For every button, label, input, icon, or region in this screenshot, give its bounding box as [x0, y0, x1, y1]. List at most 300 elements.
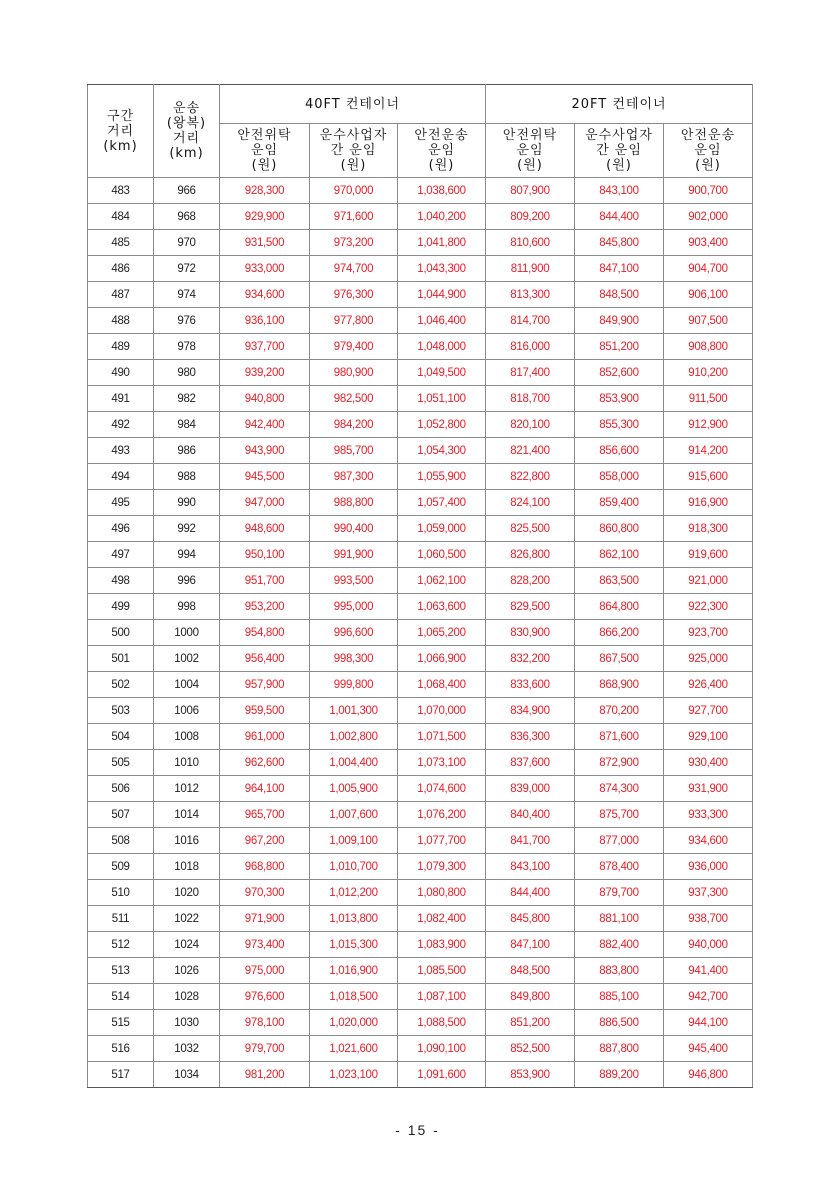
header-20ft-safety-transport	[664, 124, 753, 178]
cell-20ft-safety-consign: 834,900	[486, 698, 575, 724]
cell-20ft-safety-consign: 847,100	[486, 932, 575, 958]
cell-20ft-carrier-rate: 887,800	[575, 1036, 664, 1062]
cell-40ft-carrier-rate: 1,002,800	[310, 724, 398, 750]
cell-20ft-safety-transport: 918,300	[664, 516, 753, 542]
cell-20ft-safety-transport: 916,900	[664, 490, 753, 516]
cell-40ft-safety-consign: 962,600	[220, 750, 310, 776]
cell-40ft-safety-consign: 956,400	[220, 646, 310, 672]
table-row	[88, 906, 753, 932]
cell-section-km: 503	[88, 698, 154, 724]
table-row	[88, 932, 753, 958]
table-row	[88, 776, 753, 802]
header-transport-distance	[154, 85, 220, 178]
cell-20ft-safety-transport: 934,600	[664, 828, 753, 854]
table-row	[88, 1010, 753, 1036]
cell-section-km: 492	[88, 412, 154, 438]
cell-20ft-safety-transport: 921,000	[664, 568, 753, 594]
cell-40ft-safety-transport: 1,065,200	[398, 620, 486, 646]
cell-40ft-safety-transport: 1,088,500	[398, 1010, 486, 1036]
cell-40ft-carrier-rate: 1,015,300	[310, 932, 398, 958]
cell-20ft-carrier-rate: 864,800	[575, 594, 664, 620]
header-text: 운임	[250, 143, 279, 158]
cell-40ft-safety-consign: 951,700	[220, 568, 310, 594]
cell-40ft-safety-consign: 978,100	[220, 1010, 310, 1036]
cell-section-km: 506	[88, 776, 154, 802]
cell-section-km: 502	[88, 672, 154, 698]
page-number: - 15 -	[395, 1122, 440, 1138]
cell-transport-km: 972	[154, 256, 220, 282]
header-text: 거리	[172, 131, 201, 146]
cell-transport-km: 1006	[154, 698, 220, 724]
cell-20ft-carrier-rate: 886,500	[575, 1010, 664, 1036]
cell-20ft-carrier-rate: 847,100	[575, 256, 664, 282]
cell-20ft-safety-consign: 817,400	[486, 360, 575, 386]
cell-40ft-safety-consign: 950,100	[220, 542, 310, 568]
cell-40ft-carrier-rate: 974,700	[310, 256, 398, 282]
cell-transport-km: 1008	[154, 724, 220, 750]
cell-transport-km: 1012	[154, 776, 220, 802]
cell-transport-km: 980	[154, 360, 220, 386]
cell-20ft-safety-transport: 903,400	[664, 230, 753, 256]
cell-20ft-safety-consign: 844,400	[486, 880, 575, 906]
header-text: 운수사업자	[319, 128, 388, 143]
cell-40ft-carrier-rate: 995,000	[310, 594, 398, 620]
cell-transport-km: 1022	[154, 906, 220, 932]
cell-40ft-safety-consign: 971,900	[220, 906, 310, 932]
cell-40ft-safety-consign: 973,400	[220, 932, 310, 958]
cell-40ft-carrier-rate: 999,800	[310, 672, 398, 698]
cell-40ft-safety-transport: 1,071,500	[398, 724, 486, 750]
cell-section-km: 513	[88, 958, 154, 984]
cell-20ft-safety-transport: 931,900	[664, 776, 753, 802]
table-row	[88, 490, 753, 516]
cell-transport-km: 974	[154, 282, 220, 308]
cell-section-km: 487	[88, 282, 154, 308]
cell-20ft-safety-transport: 944,100	[664, 1010, 753, 1036]
cell-section-km: 517	[88, 1062, 154, 1088]
table-row	[88, 698, 753, 724]
header-text: (왕복)	[166, 116, 207, 131]
cell-20ft-carrier-rate: 863,500	[575, 568, 664, 594]
cell-section-km: 500	[88, 620, 154, 646]
table-row	[88, 984, 753, 1010]
header-text: (원)	[251, 158, 278, 173]
cell-20ft-carrier-rate: 883,800	[575, 958, 664, 984]
cell-section-km: 510	[88, 880, 154, 906]
header-group-20ft: 20FT 컨테이너	[486, 85, 753, 124]
cell-40ft-carrier-rate: 979,400	[310, 334, 398, 360]
cell-20ft-safety-transport: 946,800	[664, 1062, 753, 1088]
header-text: 간 운임	[330, 143, 377, 158]
cell-transport-km: 968	[154, 204, 220, 230]
cell-transport-km: 1020	[154, 880, 220, 906]
cell-transport-km: 992	[154, 516, 220, 542]
cell-40ft-safety-transport: 1,051,100	[398, 386, 486, 412]
cell-40ft-safety-consign: 961,000	[220, 724, 310, 750]
cell-40ft-safety-transport: 1,043,300	[398, 256, 486, 282]
cell-40ft-safety-consign: 943,900	[220, 438, 310, 464]
cell-transport-km: 1018	[154, 854, 220, 880]
header-text: 안전위탁	[502, 128, 558, 143]
cell-40ft-carrier-rate: 993,500	[310, 568, 398, 594]
header-text: (원)	[606, 158, 632, 173]
cell-20ft-carrier-rate: 875,700	[575, 802, 664, 828]
cell-40ft-safety-transport: 1,068,400	[398, 672, 486, 698]
cell-transport-km: 986	[154, 438, 220, 464]
cell-20ft-safety-transport: 945,400	[664, 1036, 753, 1062]
cell-20ft-safety-transport: 942,700	[664, 984, 753, 1010]
cell-20ft-safety-consign: 810,600	[486, 230, 575, 256]
header-text: 안전운송	[414, 128, 469, 143]
cell-section-km: 489	[88, 334, 154, 360]
cell-40ft-carrier-rate: 987,300	[310, 464, 398, 490]
cell-20ft-carrier-rate: 853,900	[575, 386, 664, 412]
cell-section-km: 493	[88, 438, 154, 464]
header-text: 거리	[106, 123, 135, 139]
cell-20ft-safety-transport: 919,600	[664, 542, 753, 568]
cell-40ft-safety-transport: 1,083,900	[398, 932, 486, 958]
cell-40ft-safety-consign: 975,000	[220, 958, 310, 984]
cell-transport-km: 1002	[154, 646, 220, 672]
cell-40ft-safety-transport: 1,073,100	[398, 750, 486, 776]
cell-40ft-safety-consign: 934,600	[220, 282, 310, 308]
cell-40ft-safety-transport: 1,044,900	[398, 282, 486, 308]
cell-40ft-carrier-rate: 973,200	[310, 230, 398, 256]
cell-40ft-safety-transport: 1,057,400	[398, 490, 486, 516]
cell-20ft-safety-consign: 830,900	[486, 620, 575, 646]
header-text: (km)	[169, 146, 204, 161]
cell-20ft-carrier-rate: 867,500	[575, 646, 664, 672]
table-row	[88, 256, 753, 282]
cell-20ft-safety-consign: 821,400	[486, 438, 575, 464]
table-row	[88, 594, 753, 620]
table-row	[88, 620, 753, 646]
header-text: (km)	[103, 138, 138, 154]
cell-transport-km: 984	[154, 412, 220, 438]
header-text: (원)	[428, 158, 455, 173]
table-row	[88, 672, 753, 698]
cell-20ft-carrier-rate: 858,000	[575, 464, 664, 490]
header-text: 운임	[427, 143, 456, 158]
cell-20ft-safety-transport: 925,000	[664, 646, 753, 672]
cell-20ft-carrier-rate: 882,400	[575, 932, 664, 958]
cell-20ft-carrier-rate: 848,500	[575, 282, 664, 308]
table-row	[88, 360, 753, 386]
cell-40ft-safety-consign: 970,300	[220, 880, 310, 906]
cell-transport-km: 1014	[154, 802, 220, 828]
cell-40ft-carrier-rate: 988,800	[310, 490, 398, 516]
cell-transport-km: 966	[154, 178, 220, 204]
cell-section-km: 516	[88, 1036, 154, 1062]
cell-20ft-safety-consign: 833,600	[486, 672, 575, 698]
cell-transport-km: 970	[154, 230, 220, 256]
header-40ft-safety-consign	[220, 124, 310, 178]
cell-20ft-safety-consign: 840,400	[486, 802, 575, 828]
cell-transport-km: 990	[154, 490, 220, 516]
cell-transport-km: 1016	[154, 828, 220, 854]
cell-20ft-safety-consign: 825,500	[486, 516, 575, 542]
cell-section-km: 512	[88, 932, 154, 958]
cell-section-km: 498	[88, 568, 154, 594]
cell-20ft-safety-consign: 839,000	[486, 776, 575, 802]
header-20ft-safety-consign	[486, 124, 575, 178]
table-row	[88, 386, 753, 412]
cell-40ft-carrier-rate: 970,000	[310, 178, 398, 204]
cell-transport-km: 1010	[154, 750, 220, 776]
cell-20ft-safety-transport: 900,700	[664, 178, 753, 204]
cell-20ft-safety-consign: 845,800	[486, 906, 575, 932]
cell-40ft-carrier-rate: 1,012,200	[310, 880, 398, 906]
cell-20ft-carrier-rate: 868,900	[575, 672, 664, 698]
cell-20ft-safety-consign: 820,100	[486, 412, 575, 438]
cell-40ft-safety-consign: 947,000	[220, 490, 310, 516]
cell-40ft-safety-consign: 936,100	[220, 308, 310, 334]
cell-40ft-safety-consign: 959,500	[220, 698, 310, 724]
cell-40ft-safety-transport: 1,082,400	[398, 906, 486, 932]
cell-40ft-safety-consign: 981,200	[220, 1062, 310, 1088]
cell-20ft-safety-transport: 923,700	[664, 620, 753, 646]
cell-40ft-safety-transport: 1,055,900	[398, 464, 486, 490]
table-row	[88, 412, 753, 438]
cell-20ft-carrier-rate: 855,300	[575, 412, 664, 438]
cell-20ft-safety-transport: 929,100	[664, 724, 753, 750]
table-row	[88, 802, 753, 828]
cell-40ft-carrier-rate: 1,023,100	[310, 1062, 398, 1088]
cell-40ft-safety-transport: 1,077,700	[398, 828, 486, 854]
cell-40ft-safety-transport: 1,070,000	[398, 698, 486, 724]
header-text: (원)	[340, 158, 367, 173]
cell-40ft-safety-transport: 1,074,600	[398, 776, 486, 802]
cell-40ft-safety-transport: 1,048,000	[398, 334, 486, 360]
cell-20ft-carrier-rate: 852,600	[575, 360, 664, 386]
cell-20ft-carrier-rate: 889,200	[575, 1062, 664, 1088]
cell-40ft-carrier-rate: 980,900	[310, 360, 398, 386]
cell-20ft-carrier-rate: 862,100	[575, 542, 664, 568]
cell-20ft-carrier-rate: 877,000	[575, 828, 664, 854]
cell-40ft-safety-transport: 1,059,000	[398, 516, 486, 542]
table-row	[88, 308, 753, 334]
cell-20ft-safety-consign: 852,500	[486, 1036, 575, 1062]
cell-20ft-carrier-rate: 860,800	[575, 516, 664, 542]
table-row	[88, 204, 753, 230]
cell-20ft-safety-consign: 851,200	[486, 1010, 575, 1036]
header-40ft-safety-transport	[398, 124, 486, 178]
cell-transport-km: 982	[154, 386, 220, 412]
cell-section-km: 508	[88, 828, 154, 854]
cell-40ft-safety-consign: 942,400	[220, 412, 310, 438]
cell-20ft-carrier-rate: 885,100	[575, 984, 664, 1010]
cell-20ft-safety-transport: 938,700	[664, 906, 753, 932]
cell-40ft-carrier-rate: 985,700	[310, 438, 398, 464]
cell-40ft-safety-consign: 954,800	[220, 620, 310, 646]
cell-40ft-carrier-rate: 1,005,900	[310, 776, 398, 802]
cell-40ft-safety-consign: 945,500	[220, 464, 310, 490]
cell-20ft-carrier-rate: 881,100	[575, 906, 664, 932]
cell-20ft-safety-consign: 813,300	[486, 282, 575, 308]
header-group-40ft: 40FT 컨테이너	[220, 85, 486, 124]
cell-40ft-safety-transport: 1,060,500	[398, 542, 486, 568]
cell-40ft-safety-consign: 957,900	[220, 672, 310, 698]
cell-40ft-safety-transport: 1,066,900	[398, 646, 486, 672]
cell-20ft-safety-consign: 822,800	[486, 464, 575, 490]
cell-40ft-safety-consign: 968,800	[220, 854, 310, 880]
table-row	[88, 828, 753, 854]
table-row	[88, 282, 753, 308]
header-section-distance	[88, 85, 154, 178]
cell-20ft-safety-consign: 807,900	[486, 178, 575, 204]
cell-40ft-safety-consign: 933,000	[220, 256, 310, 282]
cell-section-km: 497	[88, 542, 154, 568]
cell-20ft-carrier-rate: 872,900	[575, 750, 664, 776]
cell-40ft-carrier-rate: 1,001,300	[310, 698, 398, 724]
cell-40ft-safety-consign: 948,600	[220, 516, 310, 542]
cell-20ft-carrier-rate: 878,400	[575, 854, 664, 880]
cell-40ft-safety-consign: 931,500	[220, 230, 310, 256]
cell-40ft-carrier-rate: 998,300	[310, 646, 398, 672]
cell-20ft-safety-consign: 816,000	[486, 334, 575, 360]
header-text: 안전운송	[680, 128, 736, 143]
cell-40ft-safety-transport: 1,054,300	[398, 438, 486, 464]
cell-section-km: 496	[88, 516, 154, 542]
cell-40ft-carrier-rate: 1,009,100	[310, 828, 398, 854]
cell-40ft-safety-transport: 1,085,500	[398, 958, 486, 984]
cell-20ft-safety-transport: 915,600	[664, 464, 753, 490]
cell-20ft-safety-transport: 940,000	[664, 932, 753, 958]
cell-20ft-carrier-rate: 844,400	[575, 204, 664, 230]
cell-20ft-safety-consign: 843,100	[486, 854, 575, 880]
cell-20ft-carrier-rate: 856,600	[575, 438, 664, 464]
cell-40ft-carrier-rate: 977,800	[310, 308, 398, 334]
cell-transport-km: 976	[154, 308, 220, 334]
table-row	[88, 1036, 753, 1062]
cell-section-km: 491	[88, 386, 154, 412]
cell-20ft-safety-transport: 937,300	[664, 880, 753, 906]
cell-20ft-carrier-rate: 874,300	[575, 776, 664, 802]
cell-20ft-safety-consign: 832,200	[486, 646, 575, 672]
cell-40ft-carrier-rate: 990,400	[310, 516, 398, 542]
table-row	[88, 230, 753, 256]
cell-20ft-carrier-rate: 851,200	[575, 334, 664, 360]
cell-section-km: 485	[88, 230, 154, 256]
cell-transport-km: 1000	[154, 620, 220, 646]
cell-section-km: 511	[88, 906, 154, 932]
cell-transport-km: 998	[154, 594, 220, 620]
cell-40ft-safety-transport: 1,049,500	[398, 360, 486, 386]
header-20ft-carrier-rate	[575, 124, 664, 178]
cell-20ft-carrier-rate: 843,100	[575, 178, 664, 204]
cell-20ft-safety-consign: 814,700	[486, 308, 575, 334]
cell-section-km: 499	[88, 594, 154, 620]
cell-40ft-safety-transport: 1,038,600	[398, 178, 486, 204]
cell-20ft-safety-transport: 906,100	[664, 282, 753, 308]
cell-40ft-safety-transport: 1,041,800	[398, 230, 486, 256]
cell-40ft-safety-transport: 1,087,100	[398, 984, 486, 1010]
cell-20ft-safety-transport: 914,200	[664, 438, 753, 464]
header-text: 운송	[172, 101, 201, 116]
cell-40ft-safety-consign: 967,200	[220, 828, 310, 854]
cell-40ft-safety-consign: 937,700	[220, 334, 310, 360]
cell-section-km: 515	[88, 1010, 154, 1036]
cell-40ft-safety-transport: 1,052,800	[398, 412, 486, 438]
cell-20ft-carrier-rate: 849,900	[575, 308, 664, 334]
cell-20ft-safety-transport: 912,900	[664, 412, 753, 438]
table-row	[88, 516, 753, 542]
cell-section-km: 484	[88, 204, 154, 230]
cell-section-km: 494	[88, 464, 154, 490]
header-text: 안전위탁	[237, 128, 292, 143]
cell-40ft-carrier-rate: 1,020,000	[310, 1010, 398, 1036]
cell-40ft-safety-transport: 1,079,300	[398, 854, 486, 880]
cell-transport-km: 978	[154, 334, 220, 360]
header-row-groups	[88, 85, 753, 124]
cell-section-km: 504	[88, 724, 154, 750]
cell-section-km: 495	[88, 490, 154, 516]
table-row	[88, 724, 753, 750]
cell-40ft-safety-transport: 1,076,200	[398, 802, 486, 828]
cell-20ft-carrier-rate: 845,800	[575, 230, 664, 256]
cell-transport-km: 1030	[154, 1010, 220, 1036]
table-row	[88, 1062, 753, 1088]
cell-20ft-safety-consign: 853,900	[486, 1062, 575, 1088]
cell-20ft-safety-transport: 936,000	[664, 854, 753, 880]
cell-40ft-safety-transport: 1,090,100	[398, 1036, 486, 1062]
cell-40ft-safety-consign: 976,600	[220, 984, 310, 1010]
cell-20ft-carrier-rate: 859,400	[575, 490, 664, 516]
cell-transport-km: 994	[154, 542, 220, 568]
cell-20ft-safety-consign: 826,800	[486, 542, 575, 568]
cell-40ft-carrier-rate: 1,016,900	[310, 958, 398, 984]
header-text: 구간	[106, 108, 135, 124]
cell-40ft-safety-consign: 953,200	[220, 594, 310, 620]
cell-40ft-carrier-rate: 982,500	[310, 386, 398, 412]
cell-40ft-carrier-rate: 984,200	[310, 412, 398, 438]
cell-20ft-safety-transport: 907,500	[664, 308, 753, 334]
table-row	[88, 334, 753, 360]
cell-20ft-safety-consign: 848,500	[486, 958, 575, 984]
table-row	[88, 568, 753, 594]
cell-20ft-safety-consign: 836,300	[486, 724, 575, 750]
cell-40ft-safety-transport: 1,091,600	[398, 1062, 486, 1088]
cell-20ft-safety-transport: 933,300	[664, 802, 753, 828]
table-row	[88, 854, 753, 880]
cell-20ft-safety-transport: 926,400	[664, 672, 753, 698]
cell-40ft-carrier-rate: 1,004,400	[310, 750, 398, 776]
table-row	[88, 542, 753, 568]
cell-section-km: 488	[88, 308, 154, 334]
header-text: 운임	[694, 143, 722, 158]
cell-section-km: 505	[88, 750, 154, 776]
cell-40ft-safety-consign: 979,700	[220, 1036, 310, 1062]
cell-20ft-safety-consign: 837,600	[486, 750, 575, 776]
cell-transport-km: 1026	[154, 958, 220, 984]
cell-20ft-safety-transport: 910,200	[664, 360, 753, 386]
cell-40ft-carrier-rate: 1,007,600	[310, 802, 398, 828]
cell-20ft-safety-transport: 904,700	[664, 256, 753, 282]
cell-transport-km: 1028	[154, 984, 220, 1010]
cell-40ft-safety-consign: 940,800	[220, 386, 310, 412]
cell-transport-km: 1032	[154, 1036, 220, 1062]
cell-transport-km: 988	[154, 464, 220, 490]
cell-40ft-carrier-rate: 1,021,600	[310, 1036, 398, 1062]
cell-40ft-carrier-rate: 996,600	[310, 620, 398, 646]
cell-section-km: 501	[88, 646, 154, 672]
cell-section-km: 507	[88, 802, 154, 828]
cell-20ft-safety-transport: 927,700	[664, 698, 753, 724]
cell-40ft-carrier-rate: 1,013,800	[310, 906, 398, 932]
cell-transport-km: 1024	[154, 932, 220, 958]
cell-40ft-safety-consign: 929,900	[220, 204, 310, 230]
cell-section-km: 483	[88, 178, 154, 204]
